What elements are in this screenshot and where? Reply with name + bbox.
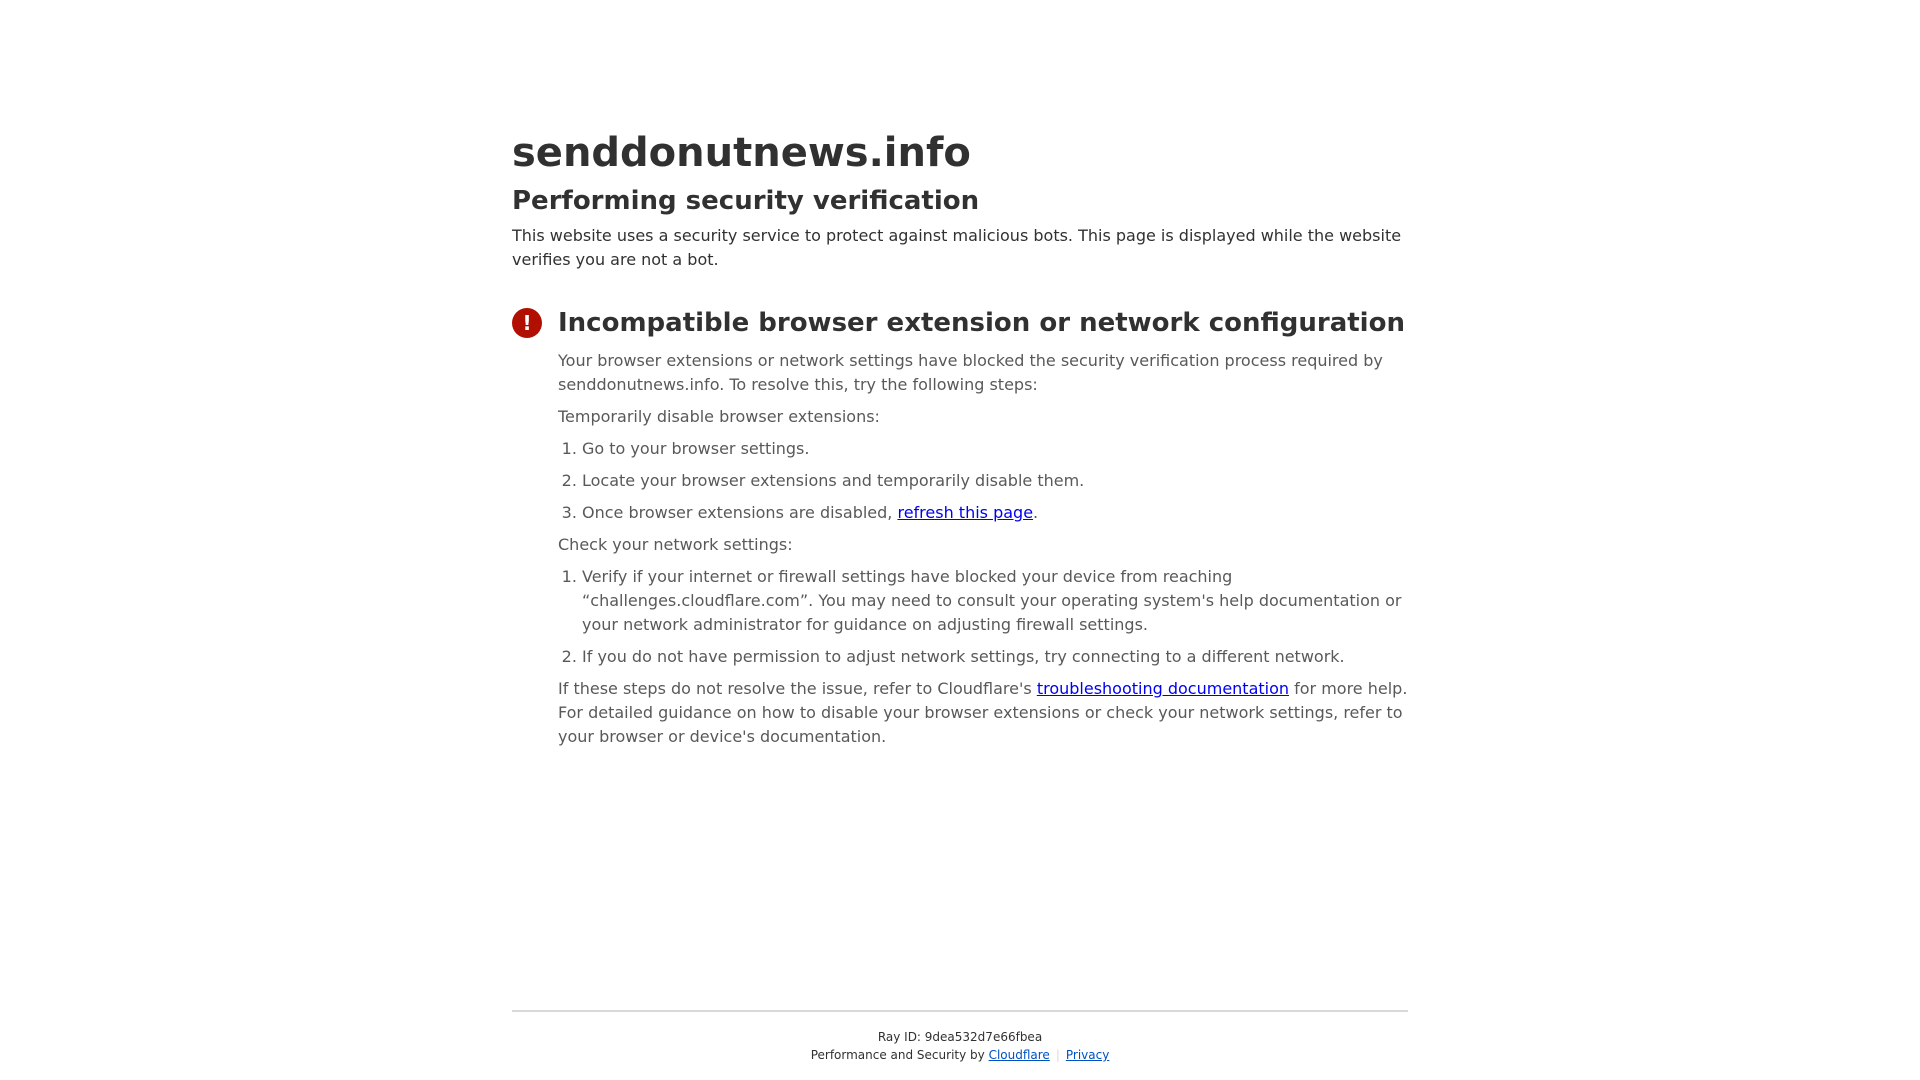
divider: | — [1055, 1048, 1060, 1062]
troubleshooting-link[interactable]: troubleshooting documentation — [1036, 679, 1290, 698]
list-item: 1. Verify if your internet or firewall settings have blocked your device from reaching “challenges.cloudflare.com”. You may need to consult your operating system's help documentation or your network administrator for guidance on adjusting firewall settings. — [582, 565, 1408, 637]
network-steps — [558, 565, 1408, 669]
performance-line — [512, 1046, 1408, 1064]
performance-text: Performance and Security by — [810, 1048, 989, 1062]
step-text: . — [1033, 503, 1039, 522]
intro-text: This website uses a security service to protect against malicious bots. This page is displayed while the website verifies you are not a bot. — [512, 226, 1402, 269]
site-title: senddonutnews.info — [512, 130, 971, 176]
list-item: 2. If you do not have permission to adjust network settings, try connecting to a different network. — [582, 645, 1408, 669]
list-item: 1. Go to your browser settings. — [582, 437, 1408, 461]
exclamation-circle-icon: ! — [512, 308, 542, 338]
help-pre: If these steps do not resolve the issue, refer to Cloudflare's — [558, 679, 1037, 698]
list-item: 2. Locate your browser extensions and temporarily disable them. — [582, 469, 1408, 493]
extensions-steps — [558, 437, 1408, 525]
error-section — [512, 305, 1408, 749]
list-item — [582, 501, 1408, 525]
ray-id: Ray ID: 9dea532d7e66fbea — [877, 1030, 1043, 1044]
refresh-page-link[interactable]: refresh this page — [897, 503, 1034, 522]
privacy-link[interactable]: Privacy — [1065, 1048, 1110, 1062]
extensions-heading: Temporarily disable browser extensions: — [558, 407, 880, 426]
main-content — [512, 126, 1408, 749]
help-text — [558, 677, 1408, 749]
cloudflare-link[interactable]: Cloudflare — [988, 1048, 1050, 1062]
error-description: Your browser extensions or network settings have blocked the security verification process required by senddonutnews.info. To resolve this, try the following steps: — [558, 351, 1383, 394]
footer — [512, 1010, 1408, 1064]
step-text: Once browser extensions are disabled, — [582, 503, 898, 522]
page-heading: Performing security verification — [512, 186, 980, 216]
error-title: Incompatible browser extension or network configuration — [558, 308, 1405, 338]
network-heading: Check your network settings: — [558, 535, 793, 554]
help-post: for more help. For detailed guidance on how to disable your browser extensions or check your network settings, refer to your browser or device's documentation. — [558, 679, 1408, 746]
